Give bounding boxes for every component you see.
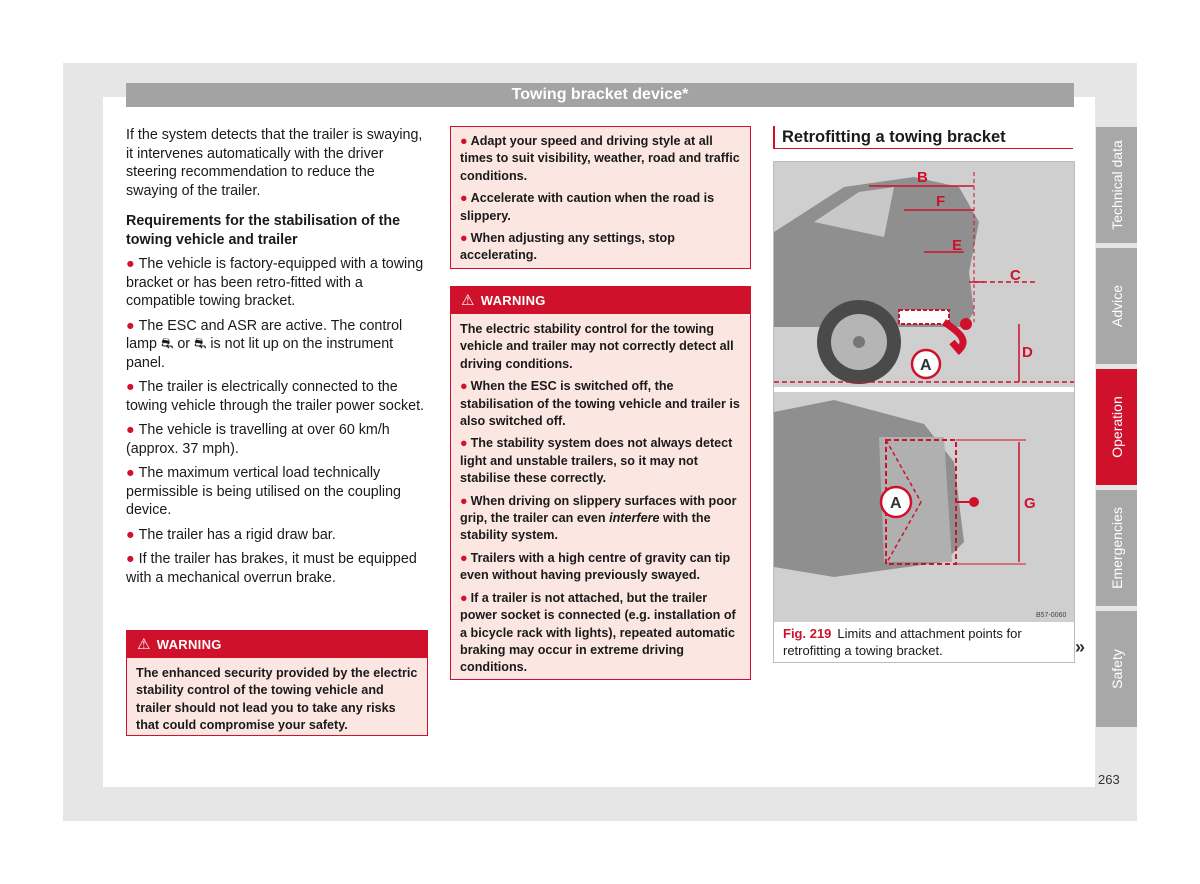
figure-caption: Fig. 219 Limits and attachment points for retrofitting a towing bracket.: [783, 626, 1022, 658]
warning-continuation-text: [451, 127, 750, 276]
attachment-label-a-top: A: [890, 495, 902, 512]
continue-mark: »: [1075, 637, 1086, 657]
list-item: ● Accelerate with caution when the road is slippery.: [460, 191, 715, 223]
tab-technical-data[interactable]: Technical data: [1096, 127, 1137, 243]
warning-continuation-box: [450, 126, 751, 269]
bullet-icon: ●: [126, 379, 135, 395]
bullet-icon: ●: [460, 191, 468, 206]
towing-bracket-diagram: [774, 162, 1074, 622]
tab-operation[interactable]: Operation: [1096, 369, 1137, 485]
list-item: ● When driving on slippery surfaces with poor grip, the trailer can even interfere with the stability system.: [460, 493, 737, 543]
bullet-icon: ●: [126, 256, 135, 272]
warning-triangle-icon: ⚠: [461, 292, 475, 309]
intro-text: If the system detects that the trailer is swaying, it intervenes automatically with the driver steering recommendation to reduce the swaying of the trailer.: [126, 127, 423, 199]
bullet-icon: ●: [460, 550, 468, 565]
dimension-label-c: C: [1010, 267, 1021, 284]
warning-body: [451, 314, 750, 688]
list-item: ● If a trailer is not attached, but the trailer power socket is connected (e.g. installation of a bicycle rack with lights), repeated automatic braking may occur in extreme driving conditions.: [460, 590, 736, 675]
requirements-heading: Requirements for the stabilisation of the towing vehicle and trailer: [126, 213, 401, 248]
list-item: ● The ESC and ASR are active. The control lamp ⛐ or ⛐ is not lit up on the instrument panel.: [126, 317, 403, 371]
bullet-icon: ●: [126, 465, 135, 481]
dimension-label-b: B: [917, 169, 928, 186]
dimension-label-g: G: [1024, 495, 1036, 512]
bullet-icon: ●: [460, 436, 468, 451]
dimension-label-d: D: [1022, 344, 1033, 361]
attachment-label-a-side: A: [920, 357, 932, 374]
esc-off-lamp-icon: ⛐: [194, 336, 207, 352]
list-item: ● If the trailer has brakes, it must be equipped with a mechanical overrun brake.: [126, 551, 417, 586]
figure: [773, 161, 1075, 663]
tab-advice[interactable]: Advice: [1096, 248, 1137, 364]
list-item: ● The trailer has a rigid draw bar.: [126, 526, 336, 543]
section-heading: Retrofitting a towing bracket: [773, 126, 1073, 149]
list-item: ● Adapt your speed and driving style at all times to suit visibility, weather, road and traffic conditions.: [460, 134, 740, 183]
warning-box-middle: [450, 286, 751, 680]
esc-lamp-icon: ⛐: [160, 336, 174, 352]
dimension-label-e: E: [952, 237, 963, 254]
bullet-icon: ●: [460, 590, 468, 605]
warning-header: ⚠ WARNING: [127, 631, 427, 658]
warning-intro: The electric stability control for the towing vehicle and trailer may not correctly detect all driving conditions.: [460, 322, 734, 371]
list-item: ● The vehicle is factory-equipped with a towing bracket or has been retro-fitted with a compatible towing bracket.: [126, 256, 424, 309]
list-item: ● The vehicle is travelling at over 60 km/h (approx. 37 mph).: [126, 422, 390, 457]
bullet-icon: ●: [126, 422, 135, 438]
warning-triangle-icon: ⚠: [137, 636, 151, 653]
list-item: ● The trailer is electrically connected to the towing vehicle through the trailer power socket.: [126, 379, 425, 414]
bullet-icon: ●: [460, 231, 468, 246]
bullet-icon: ●: [126, 526, 135, 543]
column-left: [126, 126, 426, 593]
list-item: ● The stability system does not always detect light and unstable trailers, so it may not stabilise these correctly.: [460, 436, 733, 486]
page-number: 263: [1098, 772, 1120, 787]
bullet-icon: ●: [460, 379, 468, 394]
bullet-icon: ●: [460, 493, 468, 508]
bullet-icon: ●: [460, 134, 468, 148]
list-item: ● When the ESC is switched off, the stabilisation of the towing vehicle and trailer is also switched off.: [460, 379, 740, 429]
figure-code: B57-0060: [1036, 612, 1067, 619]
bullet-icon: ●: [126, 551, 135, 567]
warning-box-left: [126, 630, 428, 736]
page-title: Towing bracket device*: [126, 83, 1074, 107]
list-item: ● The maximum vertical load technically permissible is being utilised on the coupling device.: [126, 465, 401, 518]
bullet-icon: ●: [126, 317, 135, 334]
tab-emergencies[interactable]: Emergencies: [1096, 490, 1137, 606]
list-item: ● When adjusting any settings, stop accelerating.: [460, 231, 675, 263]
warning-header: ⚠ WARNING: [451, 287, 750, 314]
dimension-label-f: F: [936, 193, 946, 210]
tab-safety[interactable]: Safety: [1096, 611, 1137, 727]
warning-text: The enhanced security provided by the electric stability control of the towing vehicle and trailer should not lead you to take any risks that could compromise your safety.: [136, 666, 418, 733]
list-item: ● Trailers with a high centre of gravity can tip even without having previously swayed.: [460, 550, 731, 583]
